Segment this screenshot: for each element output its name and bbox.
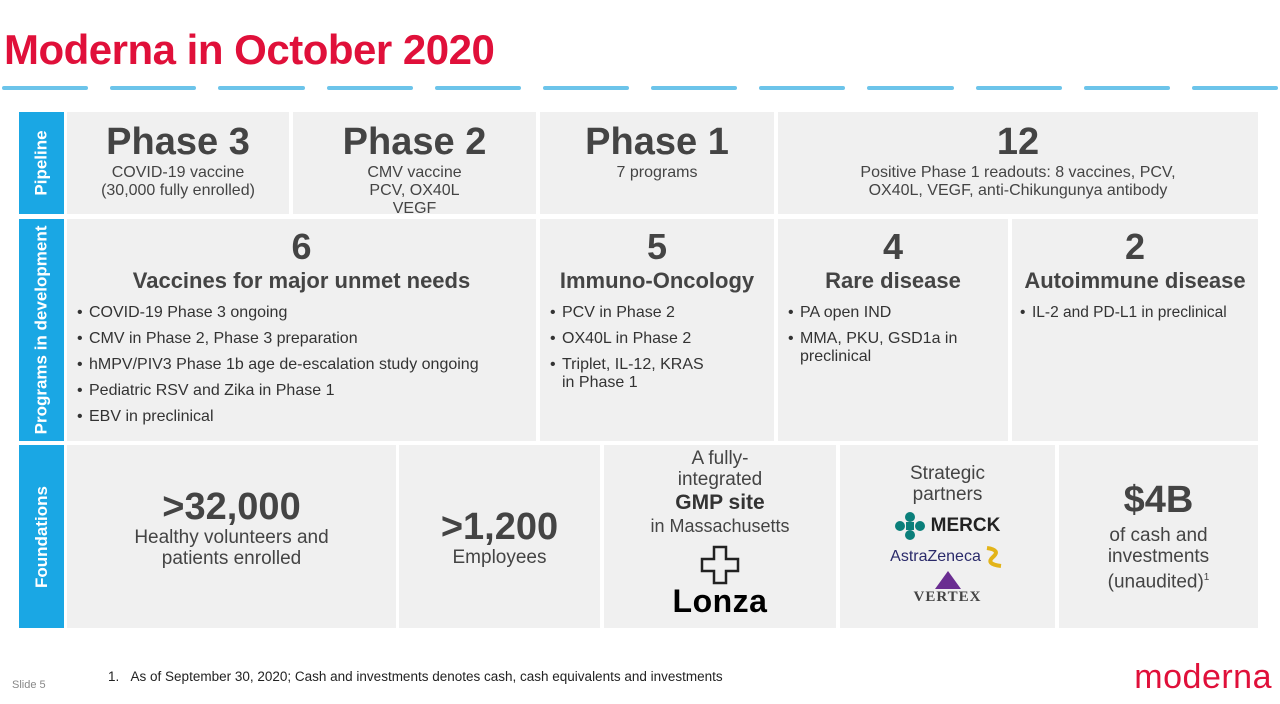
list-item: • hMPV/PIV3 Phase 1b age de-escalation study ongoing [77,356,536,374]
vertex-logo: VERTEX [840,571,1055,606]
pipeline-readouts: 12 Positive Phase 1 readouts: 8 vaccines, PCV, OX40L, VEGF, anti-Chikungunya antibody [778,112,1258,214]
foundation-partners: Strategic partners MERCK AstraZeneca VERTEX [840,445,1055,628]
pipeline-phase1: Phase 1 7 programs [540,112,774,214]
merck-icon [895,512,925,540]
band-foundations: Foundations [19,445,64,628]
vertex-triangle-icon [935,571,961,589]
foundation-employees: >1,200 Employees [399,445,600,628]
programs-rare-disease: 4 Rare disease • PA open IND • MMA, PKU, GSD1a in preclinical [778,219,1008,441]
programs-vaccines: 6 Vaccines for major unmet needs • COVID-19 Phase 3 ongoing • CMV in Phase 2, Phase 3 preparation • hMPV/PIV3 Phase 1b age de-escalation study ongoing • Pediatric RSV and Zika in Phase 1 • EBV in preclinical [67,219,536,441]
pipeline-phase3: Phase 3 COVID-19 vaccine (30,000 fully enrolled) [67,112,289,214]
band-pipeline: Pipeline [19,112,64,214]
astrazeneca-swirl-icon [983,544,1005,570]
astrazeneca-logo: AstraZeneca [840,544,1055,570]
list-item: • PCV in Phase 2 [550,304,774,322]
list-item: • MMA, PKU, GSD1a in preclinical [788,330,983,366]
footnote: 1. As of September 30, 2020; Cash and investments denotes cash, cash equivalents and investments [108,669,723,684]
list-item: • Pediatric RSV and Zika in Phase 1 [77,382,536,400]
list-item: • IL-2 and PD-L1 in preclinical [1020,304,1258,322]
title-divider [2,86,1278,90]
foundation-cash: $4B of cash and investments (unaudited)$^1$ [1059,445,1258,628]
merck-logo: MERCK [840,512,1055,540]
list-item: • COVID-19 Phase 3 ongoing [77,304,536,322]
foundation-volunteers: >32,000 Healthy volunteers and patients enrolled [67,445,396,628]
lonza-logo: Lonza [672,583,768,619]
list-item: • CMV in Phase 2, Phase 3 preparation [77,330,536,348]
moderna-logo: moderna [1134,658,1272,696]
band-programs: Programs in development [19,219,64,441]
foundation-gmp-site: A fully- integrated GMP site in Massachusetts Lonza [604,445,836,628]
slide-number: Slide 5 [12,679,46,691]
programs-autoimmune: 2 Autoimmune disease • IL-2 and PD-L1 in preclinical [1012,219,1258,441]
pipeline-phase2: Phase 2 CMV vaccine PCV, OX40L VEGF [293,112,536,214]
list-item: • OX40L in Phase 2 [550,330,774,348]
page-title: Moderna in October 2020 [4,26,495,73]
list-item: • Triplet, IL-12, KRAS in Phase 1 [550,356,720,392]
programs-immuno-oncology: 5 Immuno-Oncology • PCV in Phase 2 • OX40L in Phase 2 • Triplet, IL-12, KRAS in Phase 1 [540,219,774,441]
list-item: • PA open IND [788,304,1008,322]
list-item: • EBV in preclinical [77,408,536,426]
lonza-cross-icon [700,545,740,585]
